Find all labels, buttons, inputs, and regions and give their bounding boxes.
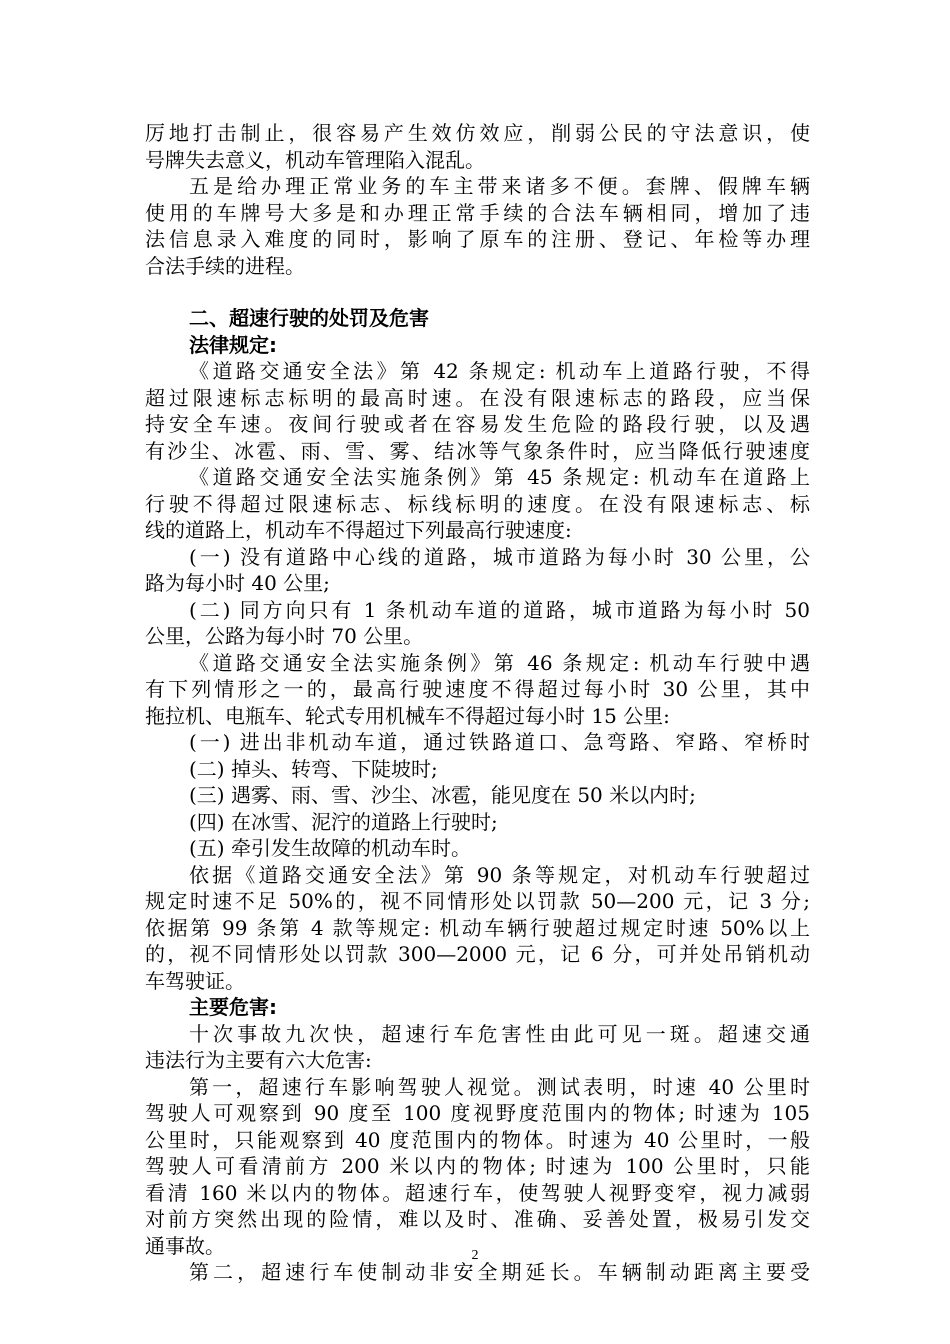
- text-line: 第一，超速行车影响驾驶人视觉。测试表明，时速 40 公里时: [189, 1074, 810, 1099]
- text-line: 《道路交通安全法实施条例》第 46 条规定: 机动车行驶中遇: [189, 650, 810, 675]
- text-line: (二) 掉头、转弯、下陡坡时;: [189, 756, 438, 781]
- text-line: 依据第 99 条第 4 款等规定: 机动车辆行驶超过规定时速 50%以上: [145, 915, 810, 940]
- text-line: 使用的车牌号大多是和办理正常手续的合法车辆相同，增加了违: [145, 200, 810, 225]
- text-line: 超过限速标志标明的最高时速。在没有限速标志的路段，应当保: [145, 385, 810, 410]
- text-line: 号牌失去意义，机动车管理陷入混乱。: [145, 147, 485, 172]
- text-line: (四) 在冰雪、泥泞的道路上行驶时;: [189, 809, 498, 834]
- text-line: (五) 牵引发生故障的机动车时。: [189, 836, 471, 860]
- text-line: 车驾驶证。: [145, 968, 245, 993]
- text-line: 持安全车速。夜间行驶或者在容易发生危险的路段行驶，以及遇: [145, 412, 810, 436]
- text-line: 拖拉机、电瓶车、轮式专用机械车不得超过每小时 15 公里:: [145, 703, 670, 728]
- text-line: 公里，公路为每小时 70 公里。: [145, 624, 424, 648]
- text-line: (二) 同方向只有 1 条机动车道的道路，城市道路为每小时 50: [189, 597, 810, 622]
- subsection-heading: 主要危害:: [189, 995, 277, 1019]
- text-line: (三) 遇雾、雨、雪、沙尘、冰雹，能见度在 50 米以内时;: [189, 783, 696, 807]
- text-line: 公里时，只能观察到 40 度范围内的物体。时速为 40 公里时，一般: [145, 1127, 810, 1152]
- text-line: 驾驶人可看清前方 200 米以内的物体; 时速为 100 公里时，只能: [145, 1154, 810, 1178]
- text-line: 线的道路上，机动车不得超过下列最高行驶速度:: [145, 518, 572, 542]
- document-body: [145, 120, 810, 1286]
- text-line: 合法手续的进程。: [145, 253, 305, 278]
- text-line: 规定时速不足 50%的，视不同情形处以罚款 50—200 元，记 3 分;: [145, 889, 810, 913]
- text-line: 有下列情形之一的，最高行驶速度不得超过每小时 30 公里，其中: [145, 677, 810, 701]
- text-line: 依据《道路交通安全法》第 90 条等规定，对机动车行驶超过: [189, 862, 810, 887]
- text-line: 五是给办理正常业务的车主带来诸多不便。套牌、假牌车辆: [189, 174, 810, 198]
- text-line: 的，视不同情形处以罚款 300—2000 元，记 6 分，可并处吊销机动: [145, 942, 810, 966]
- text-line: 看清 160 米以内的物体。超速行车，使驾驶人视野变窄，视力减弱: [145, 1180, 810, 1205]
- text-line: (一) 没有道路中心线的道路，城市道路为每小时 30 公里，公: [189, 544, 810, 569]
- text-line: 通事故。: [145, 1233, 225, 1258]
- section-heading: 二、超速行驶的处罚及危害: [189, 306, 429, 330]
- text-line: 行驶不得超过限速标志、标线标明的速度。在没有限速标志、标: [145, 491, 810, 516]
- page-number: 2: [471, 1248, 479, 1263]
- text-line: 路为每小时 40 公里;: [145, 571, 330, 595]
- text-line: 法信息录入难度的同时，影响了原车的注册、登记、年检等办理: [145, 227, 810, 251]
- text-line: 有沙尘、冰雹、雨、雪、雾、结冰等气象条件时，应当降低行驶速度: [145, 438, 810, 463]
- text-line: 厉地打击制止，很容易产生效仿效应，削弱公民的守法意识，使: [145, 121, 810, 145]
- subsection-heading: 法律规定:: [189, 332, 277, 357]
- text-line: 驾驶人可观察到 90 度至 100 度视野度范围内的物体; 时速为 105: [145, 1101, 810, 1125]
- text-line: 《道路交通安全法实施条例》第 45 条规定: 机动车在道路上: [189, 465, 810, 489]
- text-line: 《道路交通安全法》第 42 条规定: 机动车上道路行驶，不得: [189, 359, 810, 383]
- text-line: 十次事故九次快，超速行车危害性由此可见一斑。超速交通: [189, 1021, 810, 1046]
- text-line: (一) 进出非机动车道，通过铁路道口、急弯路、窄路、窄桥时: [189, 730, 810, 754]
- text-line: 对前方突然出现的险情，难以及时、准确、妥善处置，极易引发交: [145, 1207, 810, 1231]
- text-line: 违法行为主要有六大危害:: [145, 1048, 372, 1072]
- text-line: 第二，超速行车使制动非安全期延长。车辆制动距离主要受: [189, 1260, 810, 1284]
